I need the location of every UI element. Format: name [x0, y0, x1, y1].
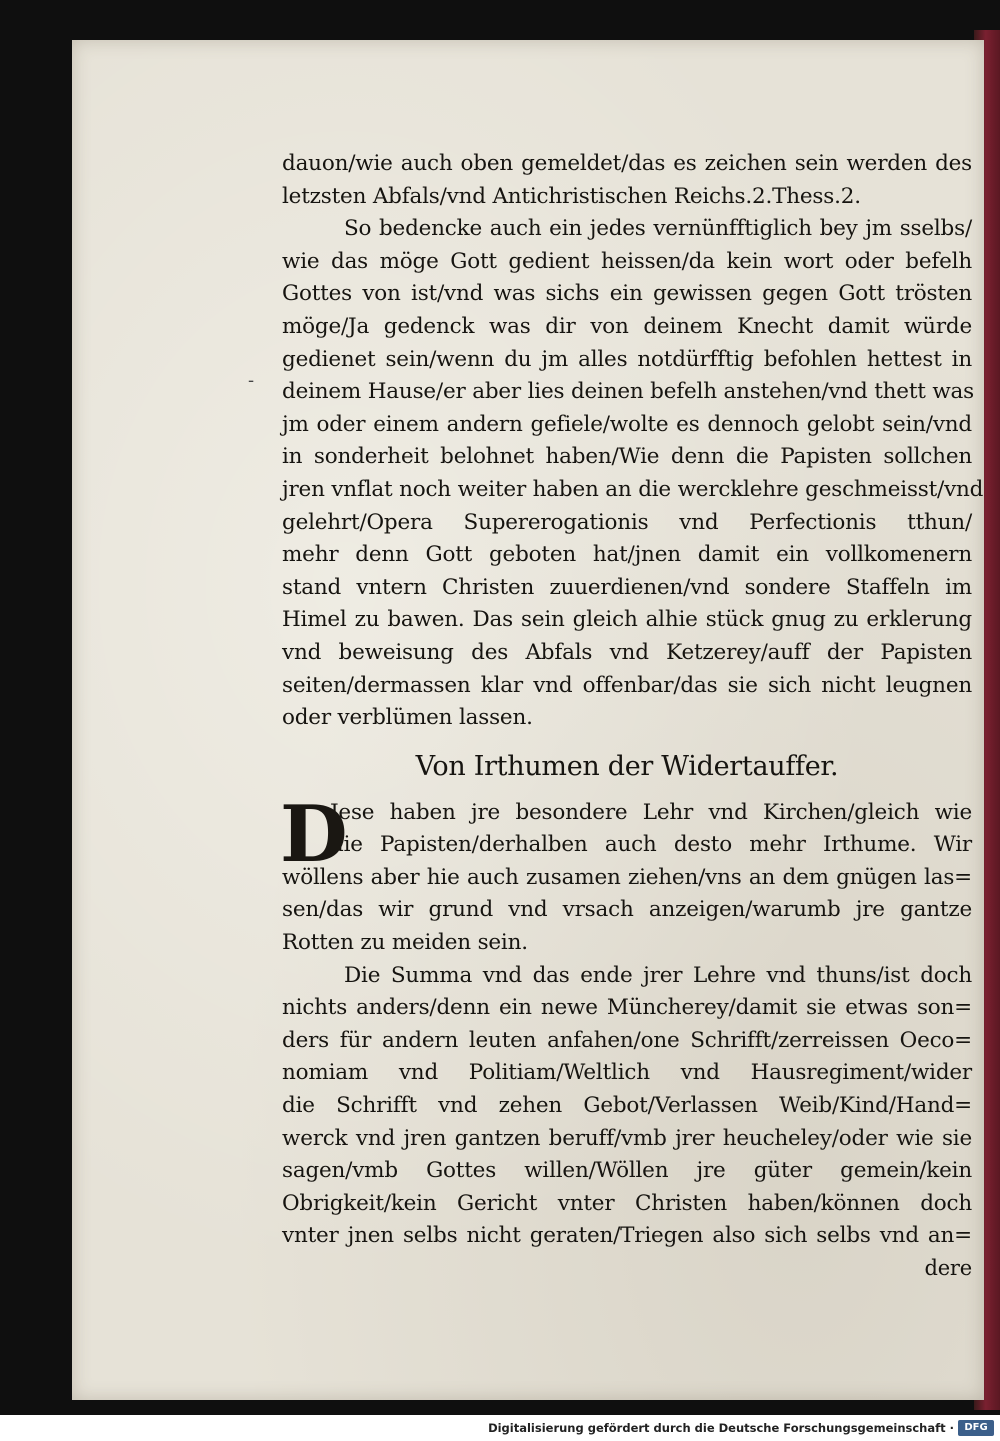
text-line: Himel zu bawen. Das sein gleich alhie stück gnug zu erklerung	[282, 607, 972, 633]
book-page	[72, 40, 984, 1400]
text-line: Obrigkeit/kein Gericht vnter Christen haben/können doch	[282, 1190, 972, 1216]
text-line: möge/Ja gedenck was dir von deinem Knecht damit würde	[282, 313, 972, 339]
text-line: sagen/vmb Gottes willen/Wöllen jre güter gemein/kein	[282, 1158, 972, 1184]
text-line: werck vnd jren gantzen beruff/vmb jrer heucheley/oder wie sie	[282, 1125, 972, 1151]
dfg-logo: DFG	[958, 1420, 994, 1436]
section-heading: Von Irthumen der Widertauffer.	[415, 750, 839, 782]
text-line: stand vntern Christen zuuerdienen/vnd sondere Staffeln im	[282, 574, 972, 600]
text-line: jm oder einem andern gefiele/wolte es dennoch gelobt sein/vnd	[282, 411, 972, 437]
text-line: gedienet sein/wenn du jm alles notdürfftig befohlen hettest in	[282, 346, 972, 372]
text-line: vnter jnen selbs nicht geraten/Triegen also sich selbs vnd an=	[282, 1223, 972, 1249]
text-line: So bedencke auch ein jedes vernünfftiglich bey jm sselbs/	[344, 216, 972, 242]
text-line: deinem Hause/er aber lies deinen befelh anstehen/vnd thett was	[282, 379, 974, 405]
paragraph-1	[282, 148, 972, 213]
text-line: seiten/dermassen klar vnd offenbar/das sie sich nicht leugnen	[282, 672, 972, 698]
page-text	[280, 148, 984, 1283]
paragraph-2	[282, 213, 984, 735]
text-line: letzsten Abfals/vnd Antichristischen Reichs.2.Thess.2.	[282, 183, 861, 209]
text-line: nichts anders/denn ein newe Müncherey/damit sie etwas son=	[282, 995, 972, 1021]
text-line: die Schrifft vnd zehen Gebot/Verlassen Weib/Kind/Hand=	[282, 1093, 972, 1119]
text-line: oder verblümen lassen.	[282, 705, 533, 731]
catchword: dere	[924, 1256, 972, 1280]
text-line: vnd beweisung des Abfals vnd Ketzerey/auff der Papisten	[282, 639, 972, 665]
drop-initial: D	[280, 788, 348, 880]
text-line: Rotten zu meiden sein.	[282, 930, 528, 956]
text-line: dauon/wie auch oben gemeldet/das es zeichen sein werden des	[282, 151, 972, 176]
text-line: wöllens aber hie auch zusamen ziehen/vns an dem gnügen las=	[282, 864, 972, 890]
text-line: jren vnflat noch weiter haben an die wercklehre geschmeisst/vnd	[282, 476, 984, 502]
text-line: gelehrt/Opera Supererogationis vnd Perfectionis tthun/	[282, 509, 972, 535]
funding-notice: Digitalisierung gefördert durch die Deutsche Forschungsgemeinschaft ·	[488, 1421, 954, 1435]
text-line: ders für andern leuten anfahen/one Schrifft/zerreissen Oeco=	[282, 1027, 972, 1053]
text-line: mehr denn Gott geboten hat/jnen damit ein vollkomenern	[282, 542, 972, 568]
text-line: Jese haben jre besondere Lehr vnd Kirchen/gleich wie	[330, 799, 972, 825]
text-line: sen/das wir grund vnd vrsach anzeigen/warumb jre gantze	[282, 897, 972, 923]
paragraph-4	[282, 960, 972, 1253]
paragraph-3	[280, 788, 972, 960]
margin-mark: -	[248, 370, 255, 391]
text-line: wie das möge Gott gedient heissen/da kein wort oder befelh	[282, 248, 972, 274]
text-line: die Papisten/derhalben auch desto mehr Irthume. Wir	[330, 832, 972, 858]
text-line: nomiam vnd Politiam/Weltlich vnd Hausregiment/wider	[282, 1060, 972, 1086]
text-line: in sonderheit belohnet haben/Wie denn die Papisten sollchen	[282, 444, 972, 470]
text-line: Gottes von ist/vnd was sichs ein gewissen gegen Gott trösten	[282, 281, 972, 307]
text-line: Die Summa vnd das ende jrer Lehre vnd thuns/ist doch	[344, 962, 972, 988]
